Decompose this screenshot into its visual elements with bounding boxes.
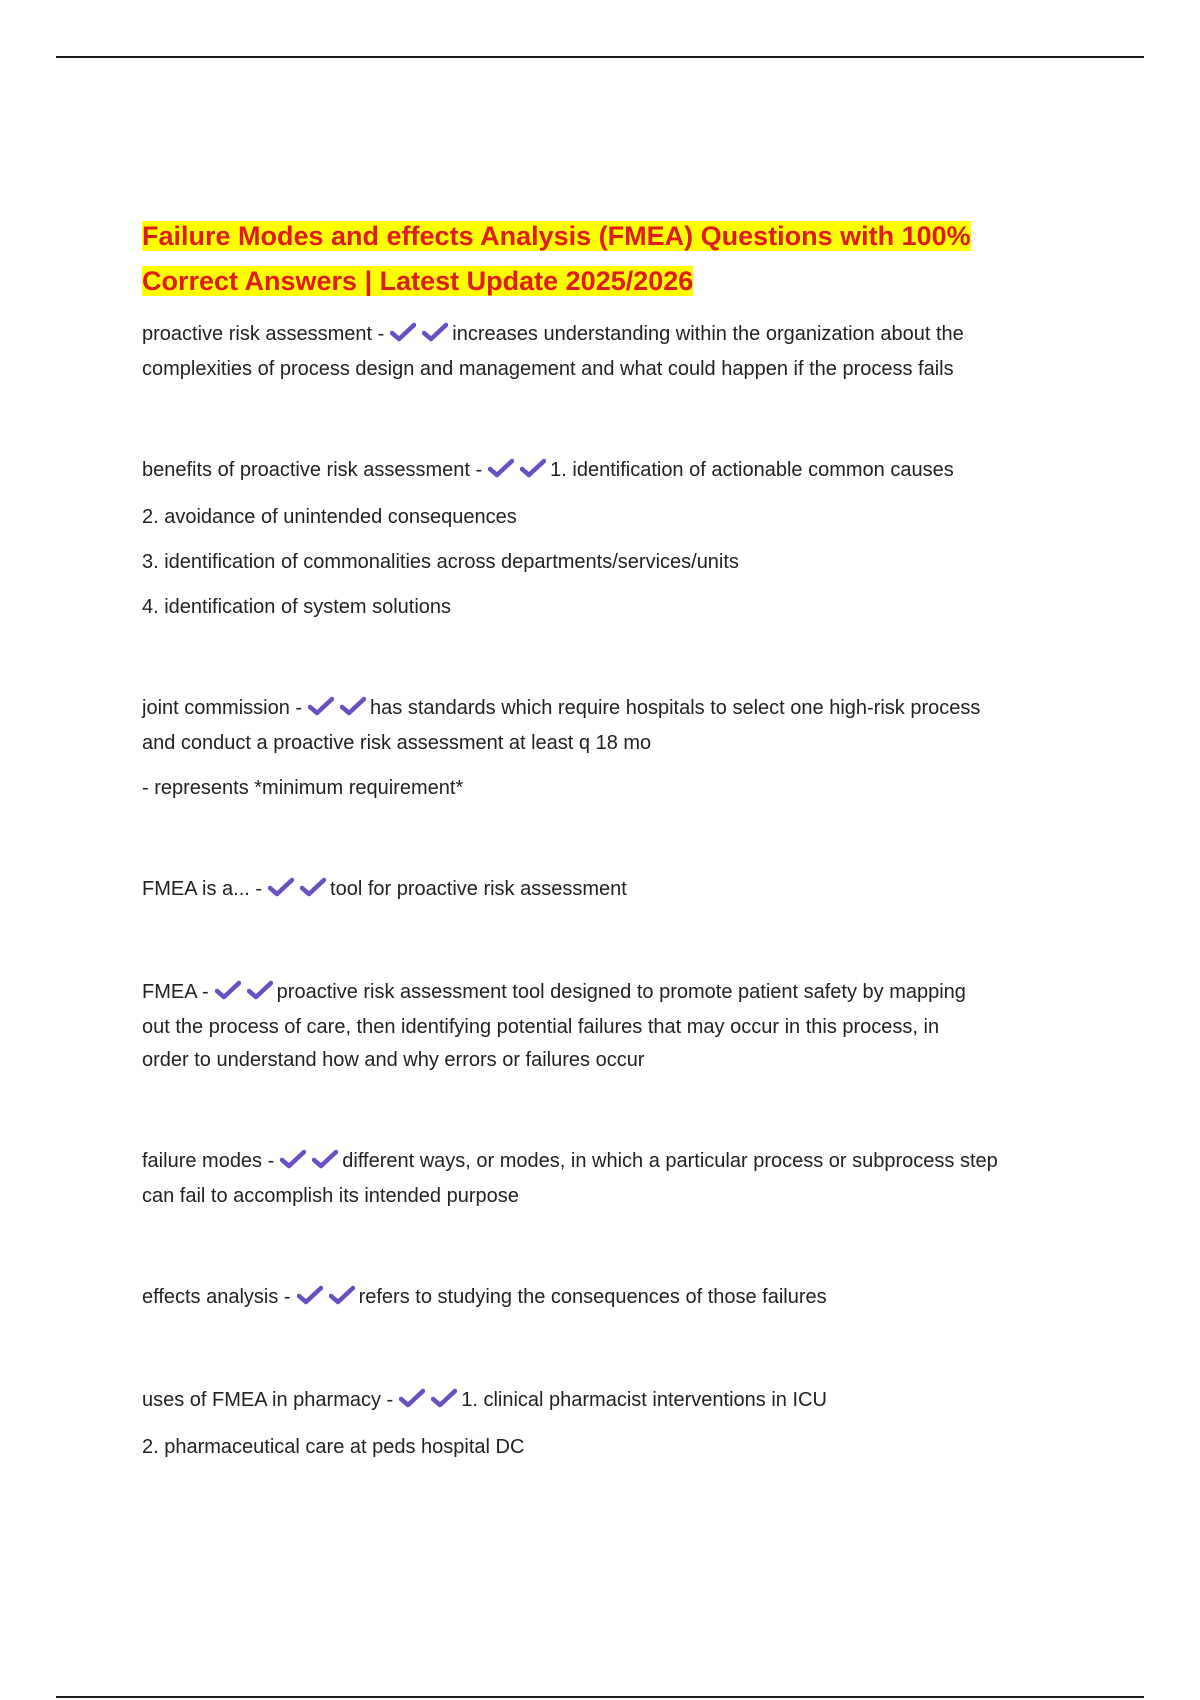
check-mark-icon bbox=[280, 1149, 306, 1169]
term: FMEA is a... - bbox=[142, 878, 263, 900]
answer: has standards which require hospitals to select one high-risk process bbox=[370, 697, 981, 719]
answer: increases understanding within the organization about the bbox=[452, 323, 964, 345]
qa-first-line bbox=[142, 692, 1072, 727]
qa-list bbox=[142, 318, 1072, 1464]
answer-continuation: out the process of care, then identifying potential failures that may occur in this process, in bbox=[142, 1016, 940, 1038]
answer-continuation: order to understand how and why errors or failures occur bbox=[142, 1049, 645, 1071]
check-mark-icon bbox=[399, 1388, 425, 1408]
qa-entry bbox=[142, 692, 1072, 805]
check-marks bbox=[280, 1147, 340, 1180]
top-rule bbox=[56, 56, 1144, 58]
qa-first-line bbox=[142, 1281, 1072, 1316]
check-marks bbox=[390, 320, 450, 353]
title-line-1: Failure Modes and effects Analysis (FMEA) Questions with 100% bbox=[142, 221, 971, 251]
answer: different ways, or modes, in which a particular process or subprocess step bbox=[342, 1150, 998, 1172]
check-mark-icon bbox=[390, 322, 416, 342]
document-body bbox=[142, 214, 1072, 1532]
document-title bbox=[142, 214, 1072, 304]
term: failure modes - bbox=[142, 1150, 275, 1172]
check-marks bbox=[399, 1386, 459, 1419]
term: joint commission - bbox=[142, 697, 303, 719]
term: effects analysis - bbox=[142, 1286, 291, 1308]
check-marks bbox=[297, 1283, 357, 1316]
list-item: - represents *minimum requirement* bbox=[142, 777, 464, 799]
answer-continuation: can fail to accomplish its intended purpose bbox=[142, 1185, 519, 1207]
list-item: 4. identification of system solutions bbox=[142, 596, 452, 618]
qa-first-line bbox=[142, 1384, 1072, 1419]
qa-entry bbox=[142, 318, 1072, 386]
bottom-rule bbox=[56, 1696, 1144, 1698]
qa-entry bbox=[142, 1281, 1072, 1316]
check-mark-icon bbox=[247, 980, 273, 1000]
answer: 1. identification of actionable common causes bbox=[550, 459, 954, 481]
answer: 1. clinical pharmacist interventions in ICU bbox=[461, 1389, 827, 1411]
list-item: 2. avoidance of unintended consequences bbox=[142, 506, 517, 528]
answer: refers to studying the consequences of those failures bbox=[358, 1286, 827, 1308]
qa-first-line bbox=[142, 976, 1072, 1011]
check-mark-icon bbox=[297, 1285, 323, 1305]
check-mark-icon bbox=[422, 322, 448, 342]
qa-first-line bbox=[142, 873, 1072, 908]
check-marks bbox=[215, 978, 275, 1011]
term: uses of FMEA in pharmacy - bbox=[142, 1389, 394, 1411]
qa-first-line bbox=[142, 454, 1072, 489]
qa-entry bbox=[142, 454, 1072, 624]
qa-entry bbox=[142, 873, 1072, 908]
check-mark-icon bbox=[300, 877, 326, 897]
list-item: 2. pharmaceutical care at peds hospital DC bbox=[142, 1436, 525, 1458]
term: benefits of proactive risk assessment - bbox=[142, 459, 483, 481]
term: proactive risk assessment - bbox=[142, 323, 385, 345]
answer-continuation: complexities of process design and management and what could happen if the process fails bbox=[142, 358, 954, 380]
check-mark-icon bbox=[488, 458, 514, 478]
answer: tool for proactive risk assessment bbox=[330, 878, 627, 900]
qa-first-line bbox=[142, 1145, 1072, 1180]
check-mark-icon bbox=[268, 877, 294, 897]
check-mark-icon bbox=[215, 980, 241, 1000]
check-marks bbox=[308, 694, 368, 727]
check-mark-icon bbox=[308, 696, 334, 716]
check-mark-icon bbox=[329, 1285, 355, 1305]
check-marks bbox=[488, 456, 548, 489]
check-mark-icon bbox=[431, 1388, 457, 1408]
check-mark-icon bbox=[520, 458, 546, 478]
answer-continuation: and conduct a proactive risk assessment at least q 18 mo bbox=[142, 732, 652, 754]
answer: proactive risk assessment tool designed to promote patient safety by mapping bbox=[276, 981, 966, 1003]
title-line-2: Correct Answers | Latest Update 2025/2026 bbox=[142, 266, 694, 296]
qa-entry bbox=[142, 976, 1072, 1077]
qa-entry bbox=[142, 1145, 1072, 1213]
check-marks bbox=[268, 875, 328, 908]
check-mark-icon bbox=[340, 696, 366, 716]
term: FMEA - bbox=[142, 981, 209, 1003]
qa-entry bbox=[142, 1384, 1072, 1464]
list-item: 3. identification of commonalities across departments/services/units bbox=[142, 551, 739, 573]
qa-first-line bbox=[142, 318, 1072, 353]
check-mark-icon bbox=[312, 1149, 338, 1169]
